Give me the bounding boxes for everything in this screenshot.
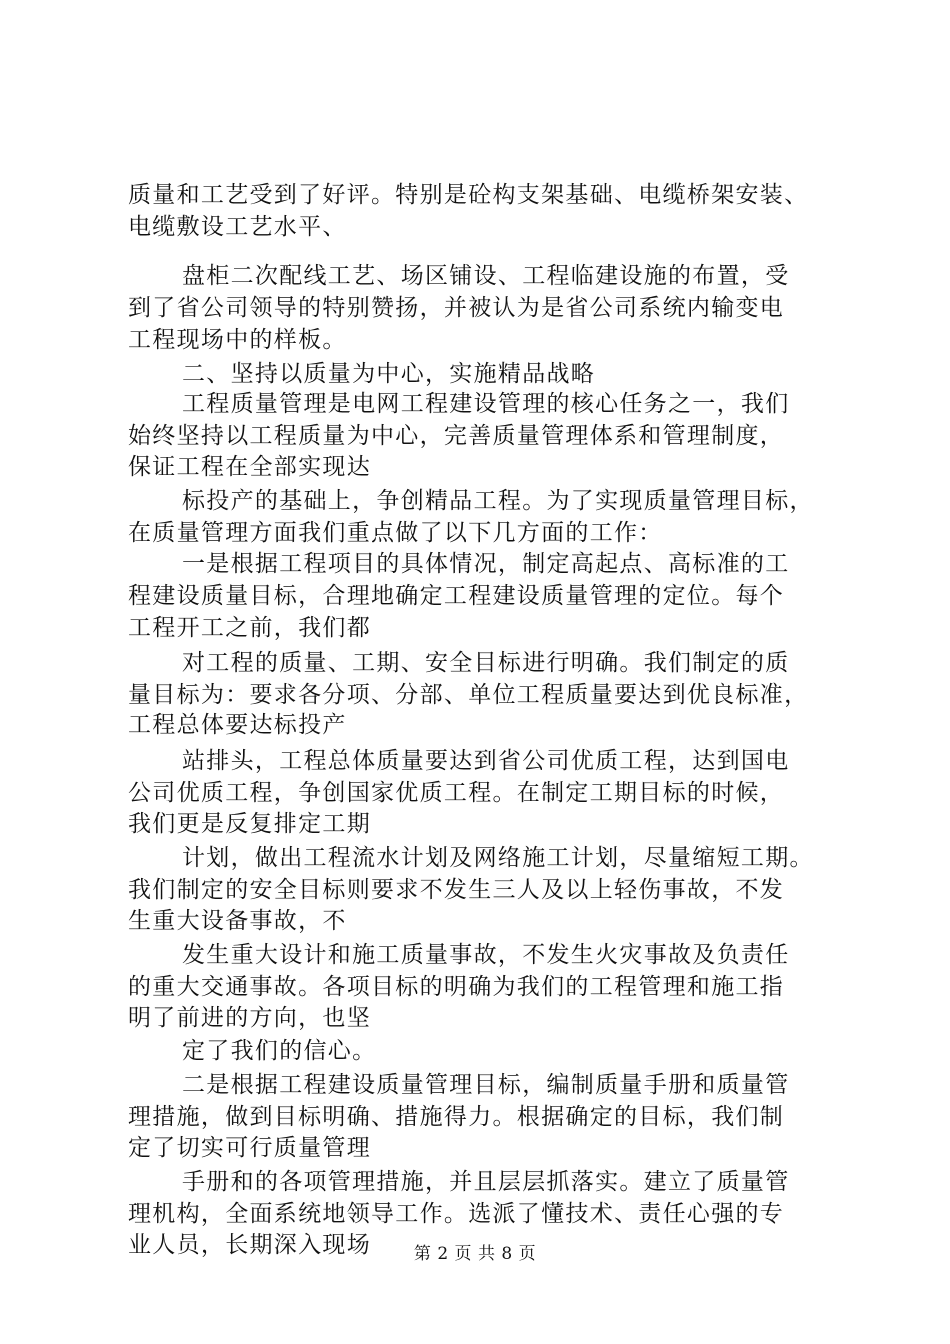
body-line: 计划，做出工程流水计划及网络施工计划，尽量缩短工期。 <box>182 845 814 871</box>
body-line: 对工程的质量、工期、安全目标进行明确。我们制定的质 <box>182 650 790 676</box>
body-line: 工程现场中的样板。 <box>128 327 347 353</box>
body-line: 站排头，工程总体质量要达到省公司优质工程，达到国电 <box>182 748 790 774</box>
body-line: 到了省公司领导的特别赞扬，并被认为是省公司系统内输变电 <box>128 295 785 321</box>
body-line: 公司优质工程，争创国家优质工程。在制定工期目标的时候， <box>128 780 785 806</box>
body-line: 定了我们的信心。 <box>182 1038 377 1064</box>
body-line: 始终坚持以工程质量为中心，完善质量管理体系和管理制度， <box>128 423 785 449</box>
body-line: 理措施，做到目标明确、措施得力。根据确定的目标，我们制 <box>128 1104 785 1130</box>
body-line: 手册和的各项管理措施，并且层层抓落实。建立了质量管 <box>182 1169 790 1195</box>
body-line: 理机构，全面系统地领导工作。选派了懂技术、责任心强的专 <box>128 1201 785 1227</box>
page-footer: 第 2 页 共 8 页 <box>413 1244 537 1264</box>
body-line: 业人员，长期深入现场 <box>128 1232 371 1258</box>
body-line: 我们更是反复排定工期 <box>128 811 371 837</box>
body-line: 量目标为：要求各分项、分部、单位工程质量要达到优良标准， <box>128 682 809 708</box>
body-line: 在质量管理方面我们重点做了以下几方面的工作： <box>128 520 663 546</box>
body-line: 工程质量管理是电网工程建设管理的核心任务之一，我们 <box>182 391 790 417</box>
body-line: 定了切实可行质量管理 <box>128 1135 371 1161</box>
body-line: 工程总体要达标投产 <box>128 712 347 738</box>
body-line: 质量和工艺受到了好评。特别是砼构支架基础、电缆桥架安装、 <box>128 182 809 208</box>
body-line: 的重大交通事故。各项目标的明确为我们的工程管理和施工指 <box>128 974 785 1000</box>
body-line: 明了前进的方向，也坚 <box>128 1005 371 1031</box>
body-line: 电缆敷设工艺水平、 <box>128 214 347 240</box>
body-line: 标投产的基础上，争创精品工程。为了实现质量管理目标， <box>182 488 814 514</box>
body-line: 发生重大设计和施工质量事故，不发生火灾事故及负责任 <box>182 942 790 968</box>
body-line: 程建设质量目标，合理地确定工程建设质量管理的定位。每个 <box>128 583 785 609</box>
section-heading: 二、坚持以质量为中心，实施精品战略 <box>182 361 596 387</box>
body-line: 工程开工之前，我们都 <box>128 615 371 641</box>
body-line: 保证工程在全部实现达 <box>128 454 371 480</box>
body-line: 盘柜二次配线工艺、场区铺设、工程临建设施的布置，受 <box>182 263 790 289</box>
body-line: 一是根据工程项目的具体情况，制定高起点、高标准的工 <box>182 551 790 577</box>
body-line: 二是根据工程建设质量管理目标，编制质量手册和质量管 <box>182 1072 790 1098</box>
body-line: 我们制定的安全目标则要求不发生三人及以上轻伤事故，不发 <box>128 877 785 903</box>
body-line: 生重大设备事故，不 <box>128 908 347 934</box>
